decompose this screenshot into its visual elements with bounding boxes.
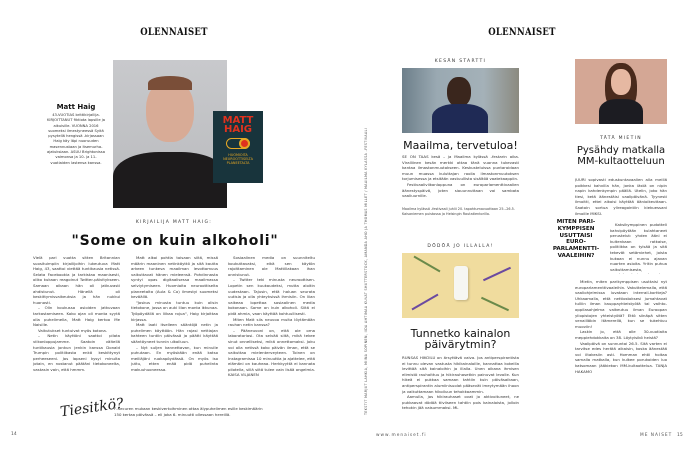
story-title: Tunnetko kainalon päivärytmin? xyxy=(410,327,511,351)
paragraph: Aamulla, jos hikirauhaset ovat jo aktivoituneet, ne pukkaavat dödöä tiiviiseen tahtiin pois kainaloista, jolloin tehokin jää vaisummaksi. ML xyxy=(402,394,519,411)
paragraph: – Olin koukussa asioiden jatkuvaan tarkastamiseen. Koko ajan oli monta syytä olla puhelimella, Matt Haig kertoo Me Naisille. xyxy=(33,305,120,328)
story-kicker: KESÄN STARTTI xyxy=(434,59,487,64)
author-name: Matt Haig xyxy=(56,103,96,111)
article-column-3 xyxy=(228,255,315,378)
section-title: OLENNAISET xyxy=(140,27,208,38)
paragraph: – Nyt suljen kannettavan, kun minulle puhutaan. En myöskään enää katso meiliäjäni ruokapöydässä. On myös iso juttu, etten enää pidä puhelinta makuuhuoneessa. xyxy=(131,344,218,372)
paragraph: – Twitter teki minusta neuroottisen. Lopetin sen kuukaudeksi, mutta aloitin uudestaan. Tajusin, että haluan seurata uutisia ja olla yhteyksissä ihmisiin. On liian vaikeaa lopettaa sosiaalinen media kokonaan. Some on kuin alkoholi. Siitä ei pidä ahmia, vaan käyttää kohtuullisesti. xyxy=(228,277,315,316)
story-caption: Maailma kylässä -festivaali juhlii 20. tapahtumavuottaan 25.–26.5. Kaisaniemen puistossa ja Helsingin Rautatientorilla. xyxy=(402,207,515,216)
story-body-wrap xyxy=(610,222,667,274)
story-body xyxy=(402,154,519,199)
page-number-right: 15 xyxy=(677,433,683,438)
paragraph: Mietin, miten parikymppisen usuttaisi nyt europarlamenttivaaleihin. Vakuttelemalla, että vaaliohjelmissa luvataan interrail-kortteja? Uhkaamalla, että nettiostoksesi jumahtavat tulliin ilman kauppayhteistyötä tai vaihto-oppilasohjelma vaikeutuu ilman Euroopan yliopistojen yhteistyötä? Ettö siinäpä sitten venailläbin Itämerellä, kun se tukehtuu muoviin! xyxy=(575,279,667,329)
paragraph: RUNSAS HIKOILU on ärsyttävä vaiva. Jos antiperspirantista ei tunnu olevan vastusta hikikainaloille, kannattaa kokeilla levittää sitä kainaloihin jo illalla. Unen aikana ihmisen elimistö rauhoittuu ja hikirauhasetkin painuvat levolle. Kun hikeä ei pukkaa samaan tahtiin kuin päiväsaikaan, antiperspirantin alumiinisuolat pääsevät imeytymään ihoon ja vaikuttamaan hikoiluun tehokkaammin. xyxy=(402,355,519,394)
article-headline: "Some on kuin alkoholi" xyxy=(71,233,279,249)
paragraph: SE ON TAAS kesä – ja Maailma kylässä -festarin aika. Viralliinen kesän merkki ottaa tänä vuonna tukevasti kantaa ilmastonmuutokseen. Keskusteluissa puntaroidaan muun muassa kuluttajan roolia ilmastonmuutoksen torjumisessa ja etsitään vastuullista sisältöä vaatekaappiin. xyxy=(402,154,519,182)
deodorant-photo xyxy=(402,253,519,318)
paragraph: Matt alkoi pohtia toisaan siitä, missä määrin maaninen netinkäyttö ja sitä kautta arkeen tunkeva maailman levottomuus vaikuttavat hänen mieleensä. Pohdinnasta syntyi opas digitaalisessa maailmassa selviytymiseen. Huomioita neuroottiselta planeetalta (Aula & Co) ilmestyi suomeksi keväällä. xyxy=(131,255,218,300)
photo-credits: TEKSTIT MARJUT LAHKIA, MIINA SOPINEN, IIDA AHTIMAA KUVAT SHUTTERSTOCK, AMANDA AHO JA THOMAS MILLET / MAAILMA KYLÄSSÄ -FESTIVAALI xyxy=(364,127,368,415)
section-title: OLENNAISET xyxy=(488,27,556,38)
author-sidebar xyxy=(46,103,106,166)
book-title: HUOMIOITA NEUROOTTISELTA PLANEETALTA xyxy=(223,153,253,165)
paragraph: Miten Matt siis neuvoo muita löytämään rauhan netin kanssa? xyxy=(228,316,315,328)
page-number-left: 14 xyxy=(11,432,17,437)
paragraph: Matt laati itselleen sääntöjä netin ja puhelimen käyttöön. Hän rajasi nettiajan kahteen tuntiin päivässä ja päätti käyttää sääntöyneet tunnin ulkoiluun. xyxy=(131,322,218,344)
story-kicker: DÖDÖÄ JO ILLALLA! xyxy=(427,244,494,249)
footer-brand: ME NAISET xyxy=(640,433,673,438)
festival-photo xyxy=(402,68,519,133)
tip-label: Tiesitkö? xyxy=(59,395,125,421)
pull-quote: MITEN PARI-KYMPPISEN USUTTAISI EURO-PARLAMENTTI-VAALEIHIN? xyxy=(552,219,600,259)
footer-url: www.menaiset.fi xyxy=(376,433,427,438)
author-photo xyxy=(113,60,227,208)
story-body xyxy=(402,355,519,411)
columnist-photo xyxy=(575,59,667,124)
paragraph: Kaksikymppinen pudotteli kahvipöytään kulahtaneet perustelut: yhden ääni ei kuitenkaan ratkaise, politiikka on tylsää ja sitä tekevät setämiehet, joista kukaan ei nunnu ajavan nuorten asioita. Yritin puhua vaikuttamisesta, xyxy=(610,222,667,272)
article-column-2 xyxy=(131,255,218,372)
paragraph: Sosiaalinen media on suunniteltu koukuttavaksi, eikä sen käytön rajoittaminen ole Mattillakaan ihan onnistunut. xyxy=(228,255,315,277)
paragraph: Vaalipäivä on sunnuntai 26.5. Sitä varten ei tarvitse edes herätä aikaisin, koska äänestää voi iltakesiin asti. Homman ehtii hoitaa samalla matkalla, kun kulkee porukoiden luo katsomaan jääkiekon MM-kultaottelua. TANJA HAKAMO xyxy=(575,340,667,374)
story-title: Pysähdy matkalla MM-kultaotteluun xyxy=(576,145,666,167)
story-body xyxy=(575,177,667,217)
paragraph: Laskin jo, että alle 30-vuotiaita meppiehdokkaita on 38. Löytyisikö heistä? xyxy=(575,329,667,340)
story-body-continued xyxy=(575,279,667,374)
paragraph: – Pääneuvoni on, että ole oma laboratoriosi. Ota selvää siitä, mikä tekee sinut onnelliseksi, mikä onnettomaksi. Joku voi olla netissä koko päivän ilman, että se vaikuttaa mielenterveyteen. Toinen on Instagramissa 10 minuuttia ja ajattelee, että elämäni on kauheaa. Herkkyyttä ei kannata pilotella, sillä siitä tulee vain lisää ongelmia. KAISA VILJANEN xyxy=(228,327,315,378)
article-column-1 xyxy=(33,255,120,372)
paragraph: Festivaaliviikonloppuna on europarlamenttivaalien äänestyspäivä, joten siouunnuttaan voi sambata vaaliuurnille. xyxy=(402,181,519,199)
paragraph: – Netin käyttöni saattoi pilata viikonloppujamme. Saatoin väitellä tuntikausia jonkun jenkin kanssa Donald Trumpin politiikasta enkä keskittynyt perheeseeni. Jos lapseni kysyi minulta jotain, en nostanut päätäni tietokoneelta, vastasin vain, että hmmm. xyxy=(33,333,120,372)
book-author: MATT HAIG xyxy=(222,115,254,135)
book-cover xyxy=(213,111,263,183)
paragraph: Vielä pari vuotta sitten Britannian suosituimpiin kirjailijoihin lukeutuva Matt Haig, 43, saattoi viettää tuntikausia netissä. Selata Facebookia ja tarkistaa maanisesti, oliko kukaan reagoinut Twitter-päivitykseen. Samaan aikaan hän oli jatkuvasti ahdistunut. Hänellä oli keskittymisvaikeuksia ja hän nukkui huonosti. xyxy=(33,255,120,305)
story-kicker: TÄTÄ MIETIN xyxy=(600,136,642,141)
author-bio: 43-VUOTIAS brittikirjailija. KIRJOITTANUT fiktiota lapsille ja aikuisille. VUONNA 2016 suomeksi ilmestyneessä Syitä pysytellä hengissä -kirjassaan Haig käy läpi nuoruuden masennustaan ja itsemurha-ajatuksiaan. ASUU Brightonissa vaimonsa ja 10- ja 11-vuotiaiden lastensa kanssa. xyxy=(46,113,106,165)
paragraph: JUURI sopivasti eduskuntavaalien alla meillä poikkesi kahvilla hän, jonka iästä on nipin napin kahdenkympin päällä. Utelin, joko hän tiesi, ketä äänestäisi vaalipäivänä. Tyynesti ilmoitti, ettei aikoisi käyttää äänioikeuttaan. Saatoin sortua ylireagointiin kiekuessani ilmoille MIKSI. xyxy=(575,177,667,216)
story-title: Maailma, tervetuloa! xyxy=(403,139,518,152)
paragraph: Vaikutukset tuntuivat myös kotona. xyxy=(38,327,108,333)
paragraph: "Joskus minusta tuntuu kuin olisin tietokone, jossa on auki liian monta ikkunaa. Työpöydällä on liikaa rojua", Haig kirjoittaa kirjassa. xyxy=(131,299,218,322)
tip-text: F-Securen mukaan keskivertoihminen ottaa älypuhelimen esille keskimäärin 150 kertaa päivässä – eli joka 6. minuutti ollessaan hereillä. xyxy=(114,406,263,417)
article-kicker: KIRJAILIJA MATT HAIG: xyxy=(135,220,213,225)
